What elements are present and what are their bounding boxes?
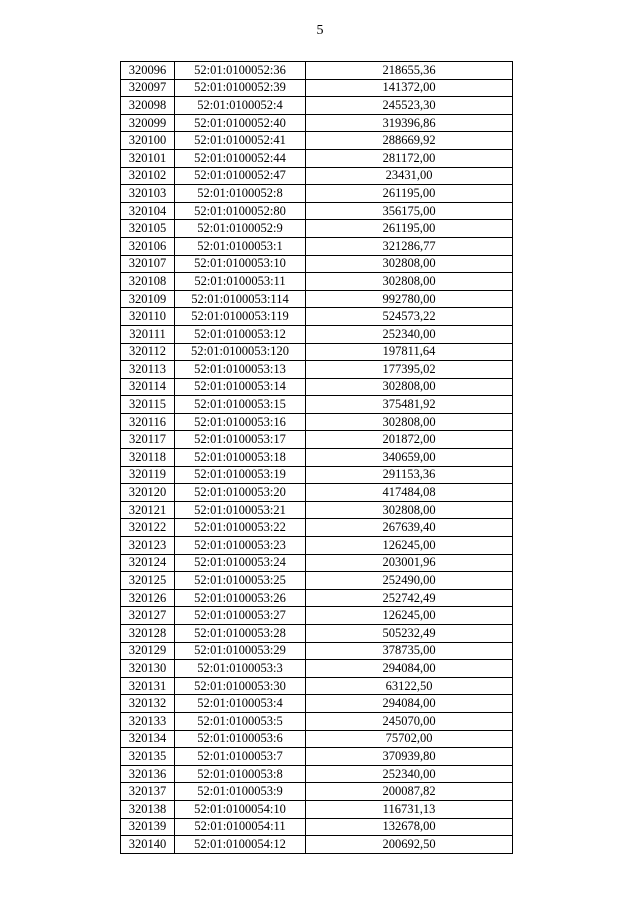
table-row [121, 589, 513, 607]
cadastral-value-cell: 126245,00 [306, 607, 513, 625]
cadastral-number-cell: 52:01:0100052:40 [175, 114, 306, 132]
table-row [121, 537, 513, 555]
table-row [121, 677, 513, 695]
table-row [121, 290, 513, 308]
cadastral-number-cell: 52:01:0100053:119 [175, 308, 306, 326]
table-row [121, 378, 513, 396]
cadastral-number-cell: 52:01:0100052:80 [175, 202, 306, 220]
row-id-cell: 320131 [121, 677, 175, 695]
table-row [121, 748, 513, 766]
cadastral-number-cell: 52:01:0100053:21 [175, 501, 306, 519]
table-row [121, 361, 513, 379]
cadastral-value-cell: 245070,00 [306, 712, 513, 730]
table-row [121, 185, 513, 203]
cadastral-value-cell: 302808,00 [306, 378, 513, 396]
table-row [121, 783, 513, 801]
cadastral-value-cell: 294084,00 [306, 660, 513, 678]
row-id-cell: 320126 [121, 589, 175, 607]
row-id-cell: 320140 [121, 836, 175, 854]
cadastral-number-cell: 52:01:0100053:17 [175, 431, 306, 449]
cadastral-value-cell: 302808,00 [306, 501, 513, 519]
row-id-cell: 320115 [121, 396, 175, 414]
cadastral-value-cell: 261195,00 [306, 185, 513, 203]
table-row [121, 149, 513, 167]
cadastral-value-cell: 201872,00 [306, 431, 513, 449]
cadastral-value-cell: 356175,00 [306, 202, 513, 220]
cadastral-value-cell: 302808,00 [306, 255, 513, 273]
row-id-cell: 320124 [121, 554, 175, 572]
table-row [121, 79, 513, 97]
row-id-cell: 320105 [121, 220, 175, 238]
row-id-cell: 320136 [121, 765, 175, 783]
cadastral-number-cell: 52:01:0100052:8 [175, 185, 306, 203]
cadastral-number-cell: 52:01:0100053:1 [175, 237, 306, 255]
cadastral-number-cell: 52:01:0100053:15 [175, 396, 306, 414]
cadastral-number-cell: 52:01:0100053:23 [175, 537, 306, 555]
row-id-cell: 320100 [121, 132, 175, 150]
cadastral-number-cell: 52:01:0100052:9 [175, 220, 306, 238]
cadastral-number-cell: 52:01:0100053:120 [175, 343, 306, 361]
cadastral-value-table [120, 61, 513, 854]
row-id-cell: 320113 [121, 361, 175, 379]
cadastral-value-cell: 177395,02 [306, 361, 513, 379]
cadastral-value-cell: 378735,00 [306, 642, 513, 660]
table-row [121, 765, 513, 783]
cadastral-number-cell: 52:01:0100053:3 [175, 660, 306, 678]
cadastral-number-cell: 52:01:0100053:25 [175, 572, 306, 590]
table-row [121, 800, 513, 818]
cadastral-number-cell: 52:01:0100052:39 [175, 79, 306, 97]
table-row [121, 413, 513, 431]
cadastral-value-cell: 63122,50 [306, 677, 513, 695]
row-id-cell: 320139 [121, 818, 175, 836]
cadastral-number-cell: 52:01:0100053:18 [175, 449, 306, 467]
row-id-cell: 320137 [121, 783, 175, 801]
table-row [121, 836, 513, 854]
cadastral-number-cell: 52:01:0100053:22 [175, 519, 306, 537]
cadastral-value-cell: 126245,00 [306, 537, 513, 555]
row-id-cell: 320098 [121, 97, 175, 115]
cadastral-value-cell: 375481,92 [306, 396, 513, 414]
table-row [121, 167, 513, 185]
cadastral-value-cell: 370939,80 [306, 748, 513, 766]
row-id-cell: 320110 [121, 308, 175, 326]
cadastral-value-cell: 218655,36 [306, 62, 513, 80]
table-row [121, 431, 513, 449]
row-id-cell: 320097 [121, 79, 175, 97]
row-id-cell: 320109 [121, 290, 175, 308]
cadastral-number-cell: 52:01:0100053:19 [175, 466, 306, 484]
table-row [121, 97, 513, 115]
table-row [121, 572, 513, 590]
table-row [121, 818, 513, 836]
table-row [121, 519, 513, 537]
cadastral-value-cell: 132678,00 [306, 818, 513, 836]
cadastral-number-cell: 52:01:0100053:6 [175, 730, 306, 748]
table-row [121, 466, 513, 484]
cadastral-value-cell: 340659,00 [306, 449, 513, 467]
cadastral-number-cell: 52:01:0100052:47 [175, 167, 306, 185]
table-row [121, 730, 513, 748]
table-row [121, 449, 513, 467]
cadastral-number-cell: 52:01:0100052:41 [175, 132, 306, 150]
cadastral-value-cell: 197811,64 [306, 343, 513, 361]
cadastral-value-cell: 252742,49 [306, 589, 513, 607]
table-body [121, 62, 513, 854]
cadastral-value-cell: 252340,00 [306, 325, 513, 343]
cadastral-number-cell: 52:01:0100053:27 [175, 607, 306, 625]
row-id-cell: 320129 [121, 642, 175, 660]
cadastral-value-cell: 23431,00 [306, 167, 513, 185]
cadastral-number-cell: 52:01:0100054:10 [175, 800, 306, 818]
row-id-cell: 320121 [121, 501, 175, 519]
row-id-cell: 320101 [121, 149, 175, 167]
cadastral-value-cell: 203001,96 [306, 554, 513, 572]
row-id-cell: 320119 [121, 466, 175, 484]
table-row [121, 273, 513, 291]
row-id-cell: 320122 [121, 519, 175, 537]
table-row [121, 625, 513, 643]
row-id-cell: 320116 [121, 413, 175, 431]
cadastral-value-cell: 524573,22 [306, 308, 513, 326]
row-id-cell: 320120 [121, 484, 175, 502]
row-id-cell: 320138 [121, 800, 175, 818]
page-number: 5 [316, 23, 324, 38]
table-row [121, 501, 513, 519]
table-row [121, 308, 513, 326]
table-row [121, 554, 513, 572]
cadastral-number-cell: 52:01:0100053:30 [175, 677, 306, 695]
cadastral-value-cell: 252490,00 [306, 572, 513, 590]
cadastral-number-cell: 52:01:0100052:4 [175, 97, 306, 115]
cadastral-number-cell: 52:01:0100053:14 [175, 378, 306, 396]
cadastral-number-cell: 52:01:0100053:11 [175, 273, 306, 291]
row-id-cell: 320099 [121, 114, 175, 132]
table-row [121, 220, 513, 238]
row-id-cell: 320130 [121, 660, 175, 678]
cadastral-number-cell: 52:01:0100053:4 [175, 695, 306, 713]
table-row [121, 202, 513, 220]
row-id-cell: 320135 [121, 748, 175, 766]
table-row [121, 114, 513, 132]
row-id-cell: 320106 [121, 237, 175, 255]
cadastral-number-cell: 52:01:0100053:10 [175, 255, 306, 273]
cadastral-value-cell: 261195,00 [306, 220, 513, 238]
cadastral-value-cell: 319396,86 [306, 114, 513, 132]
table-row [121, 712, 513, 730]
cadastral-value-cell: 75702,00 [306, 730, 513, 748]
cadastral-number-cell: 52:01:0100052:36 [175, 62, 306, 80]
table-row [121, 255, 513, 273]
cadastral-number-cell: 52:01:0100054:12 [175, 836, 306, 854]
row-id-cell: 320102 [121, 167, 175, 185]
row-id-cell: 320133 [121, 712, 175, 730]
cadastral-value-cell: 294084,00 [306, 695, 513, 713]
cadastral-value-cell: 200087,82 [306, 783, 513, 801]
table-row [121, 62, 513, 80]
cadastral-value-cell: 417484,08 [306, 484, 513, 502]
cadastral-value-cell: 267639,40 [306, 519, 513, 537]
cadastral-number-cell: 52:01:0100053:16 [175, 413, 306, 431]
cadastral-number-cell: 52:01:0100053:13 [175, 361, 306, 379]
cadastral-value-cell: 281172,00 [306, 149, 513, 167]
cadastral-value-cell: 302808,00 [306, 413, 513, 431]
row-id-cell: 320108 [121, 273, 175, 291]
cadastral-number-cell: 52:01:0100053:20 [175, 484, 306, 502]
table-row [121, 132, 513, 150]
row-id-cell: 320117 [121, 431, 175, 449]
table-row [121, 642, 513, 660]
row-id-cell: 320114 [121, 378, 175, 396]
cadastral-number-cell: 52:01:0100053:5 [175, 712, 306, 730]
row-id-cell: 320125 [121, 572, 175, 590]
table-row [121, 484, 513, 502]
cadastral-value-cell: 288669,92 [306, 132, 513, 150]
row-id-cell: 320128 [121, 625, 175, 643]
cadastral-number-cell: 52:01:0100053:24 [175, 554, 306, 572]
cadastral-number-cell: 52:01:0100053:9 [175, 783, 306, 801]
table-row [121, 325, 513, 343]
cadastral-number-cell: 52:01:0100054:11 [175, 818, 306, 836]
table-row [121, 695, 513, 713]
table-row [121, 396, 513, 414]
row-id-cell: 320111 [121, 325, 175, 343]
cadastral-value-cell: 252340,00 [306, 765, 513, 783]
cadastral-value-cell: 992780,00 [306, 290, 513, 308]
cadastral-value-cell: 505232,49 [306, 625, 513, 643]
row-id-cell: 320132 [121, 695, 175, 713]
cadastral-number-cell: 52:01:0100053:114 [175, 290, 306, 308]
cadastral-number-cell: 52:01:0100053:28 [175, 625, 306, 643]
table-row [121, 660, 513, 678]
row-id-cell: 320107 [121, 255, 175, 273]
cadastral-number-cell: 52:01:0100053:8 [175, 765, 306, 783]
cadastral-value-cell: 200692,50 [306, 836, 513, 854]
cadastral-number-cell: 52:01:0100053:26 [175, 589, 306, 607]
row-id-cell: 320118 [121, 449, 175, 467]
cadastral-value-cell: 245523,30 [306, 97, 513, 115]
cadastral-value-cell: 141372,00 [306, 79, 513, 97]
row-id-cell: 320123 [121, 537, 175, 555]
cadastral-value-cell: 321286,77 [306, 237, 513, 255]
row-id-cell: 320127 [121, 607, 175, 625]
table-row [121, 237, 513, 255]
cadastral-number-cell: 52:01:0100053:29 [175, 642, 306, 660]
cadastral-value-cell: 291153,36 [306, 466, 513, 484]
table-row [121, 607, 513, 625]
table-row [121, 343, 513, 361]
cadastral-value-cell: 116731,13 [306, 800, 513, 818]
row-id-cell: 320103 [121, 185, 175, 203]
row-id-cell: 320104 [121, 202, 175, 220]
row-id-cell: 320096 [121, 62, 175, 80]
row-id-cell: 320112 [121, 343, 175, 361]
cadastral-number-cell: 52:01:0100053:7 [175, 748, 306, 766]
cadastral-value-cell: 302808,00 [306, 273, 513, 291]
cadastral-number-cell: 52:01:0100052:44 [175, 149, 306, 167]
cadastral-number-cell: 52:01:0100053:12 [175, 325, 306, 343]
row-id-cell: 320134 [121, 730, 175, 748]
